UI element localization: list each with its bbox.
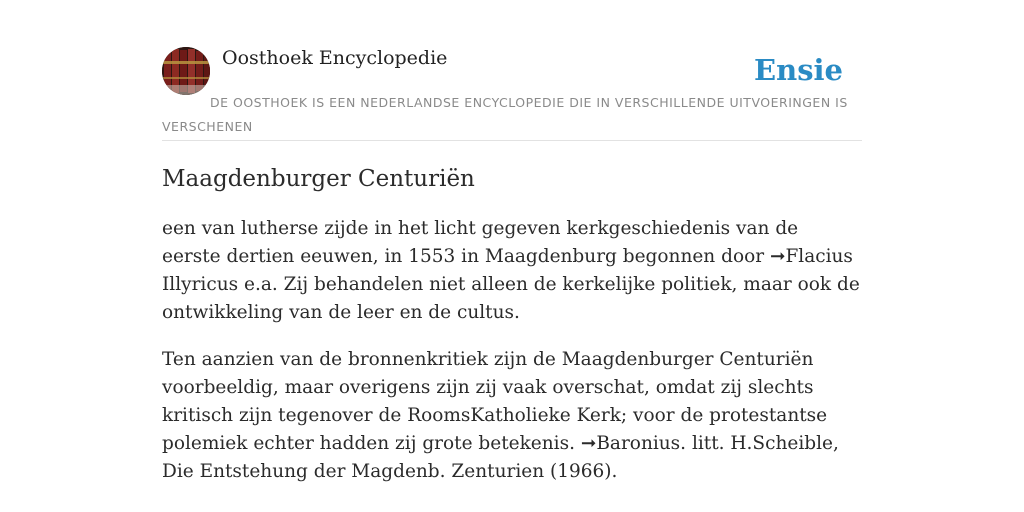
article: [162, 160, 862, 486]
site-tagline: DE OOSTHOEK IS EEN NEDERLANDSE ENCYCLOPEDIE DIE IN VERSCHILLENDE UITVOERINGEN IS VERSCHENEN: [162, 95, 848, 134]
article-paragraph: een van lutherse zijde in het licht gegeven kerkgeschiedenis van de eerste dertien eeuwen, in 1553 in Maagdenburg begonnen door ➞Flacius Illyricus e.a. Zij behandelen niet alleen de kerkelijke politiek, maar ook de ontwikkeling van de leer en de cultus.: [162, 218, 860, 323]
article-title: Maagdenburger Centuriën: [162, 166, 475, 192]
article-paragraph: Ten aanzien van de bronnenkritiek zijn de Maagdenburger Centuriën voorbeeldig, maar overigens zijn zij vaak overschat, omdat zij slechts kritisch zijn tegenover de RoomsKatholieke Kerk; voor de protestantse polemiek echter hadden zij grote betekenis. ➞Baronius. litt. H.Scheible, Die Entstehung der Magdenb. Zenturien (1966).: [162, 349, 839, 482]
brand-logo-link[interactable]: Ensie: [754, 53, 843, 87]
encyclopedia-books-icon[interactable]: [162, 47, 210, 95]
site-title[interactable]: Oosthoek Encyclopedie: [222, 47, 448, 69]
site-header: [162, 46, 862, 141]
